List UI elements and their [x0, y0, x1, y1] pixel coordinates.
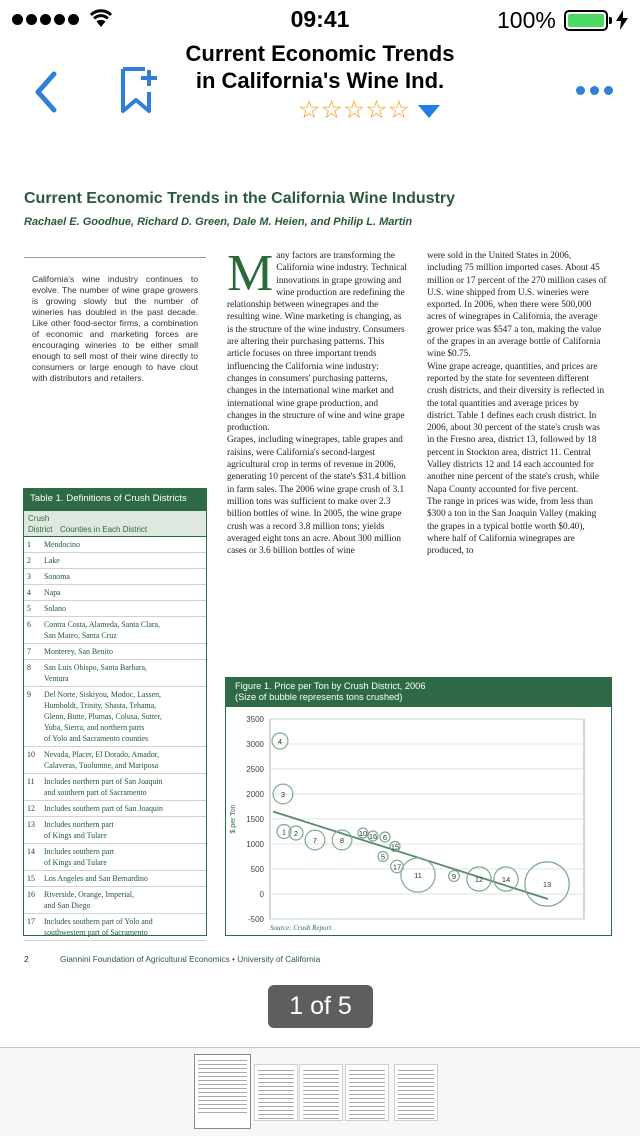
bubble-label: 12 — [474, 875, 484, 884]
table-row — [24, 871, 206, 887]
thumbnail-line — [303, 1086, 339, 1087]
y-tick-label: 0 — [259, 890, 264, 899]
thumbnail-line — [349, 1090, 385, 1091]
thumbnail-line — [258, 1106, 294, 1107]
y-tick-label: 3000 — [246, 740, 264, 749]
thumbnail-line — [258, 1074, 294, 1075]
thumbnail-line — [303, 1074, 339, 1075]
body-text-1: any factors are transforming the California wine industry. Technical innovations in grape growing and wine production are redefining the relationship between winegrapes and the resulting wine. Wine marketing is changing, as is the structure of the wine industry. Consumers are altering their purchasing patterns. This article focuses on three important trends influencing the California wine industry: changes in consumers' purchasing patterns, changes in the international wine market and international wine grape production, and changes in the structure of wine and wine grape production. Grapes, including winegrapes, table grapes and raisins, were California's second-largest agricultural crop in terms of revenue in 2006, generating 10 percent of the state's $31.4 billion in farm sales. The 2006 wine grape crush of 3.1 million tons was sufficient to make over 2.3 billion bottles of wine. In 2005, the wine grape crush was a record 3.8 million tons; yields averaged eight tons an acre. About 300 million cases or 3.6 billion bottles of wine — [227, 251, 408, 557]
district-counties: Solano — [44, 604, 66, 613]
thumbnail-line — [198, 1096, 247, 1097]
y-axis-label: $ per Ton — [230, 804, 237, 834]
bubble-label: 3 — [280, 790, 286, 799]
district-counties: Napa — [44, 588, 61, 597]
bubble-chart — [226, 707, 611, 935]
thumbnail-line — [258, 1098, 294, 1099]
col-counties-header: Counties in Each District — [60, 525, 148, 534]
thumbnail-line — [258, 1118, 294, 1119]
document-page[interactable] — [0, 170, 640, 970]
district-counties: Includes northern part of Kings and Tulare — [44, 820, 114, 840]
district-counties: Mendocino — [44, 540, 80, 549]
thumbnail-line — [198, 1084, 247, 1085]
district-number: 1 — [27, 540, 31, 549]
table-row — [24, 747, 206, 774]
district-number: 2 — [27, 556, 31, 565]
district-counties: San Luis Obispo, Santa Barbara, Ventura — [44, 663, 147, 683]
bookmark-add-icon — [118, 66, 162, 116]
thumbnail-line — [258, 1102, 294, 1103]
thumbnail-line — [258, 1086, 294, 1087]
page-thumbnail[interactable] — [345, 1064, 389, 1121]
thumbnail-line — [198, 1104, 247, 1105]
thumbnail-line — [198, 1092, 247, 1093]
bubble-label: 14 — [501, 875, 511, 884]
thumbnail-line — [398, 1070, 434, 1071]
table-body — [24, 537, 206, 941]
district-number: 8 — [27, 663, 31, 672]
thumbnail-line — [349, 1086, 385, 1087]
navigation-bar — [0, 40, 640, 130]
thumbnail-line — [398, 1102, 434, 1103]
thumbnail-line — [398, 1098, 434, 1099]
page-thumbnail[interactable] — [299, 1064, 343, 1121]
table-row — [24, 537, 206, 553]
table-row — [24, 687, 206, 747]
district-number: 16 — [27, 890, 35, 899]
table-row — [24, 817, 206, 844]
thumbnail-line — [398, 1078, 434, 1079]
district-counties: Del Norte, Siskiyou, Modoc, Lassen, Humboldt, Trinity, Shasta, Tehama, Glenn, Butte, Plumas, Colusa, Sutter, Yuba, Sierra, and northern parts of Yolo and Sacramento counties — [44, 690, 162, 743]
page-thumbnail[interactable] — [194, 1054, 251, 1129]
district-number: 12 — [27, 804, 35, 813]
thumbnail-line — [398, 1114, 434, 1115]
thumbnail-line — [198, 1076, 247, 1077]
thumbnail-line — [398, 1110, 434, 1111]
thumbnail-line — [258, 1078, 294, 1079]
thumbnail-line — [303, 1070, 339, 1071]
body-column-2: were sold in the United States in 2006, including 75 million imported cases. About 45 million or 17 percent of the 270 million cases of U.S. wine shipped from U.S. wineries were exported. In 2006, when there were 500,000 acres of winegrapes in California, the average grower price was $547 a ton, making the value of the grapes in an average bottle of California wine $0.75. Wine grape acreage, quantities, and prices are reported by the state for seventeen different crush districts, and their diversity is reflected in the total quantities and average prices by district. Table 1 defines each crush district. In 2006, about 30 percent of the state's crush was in the Fresno area, district 13, followed by 18 percent in Stockton area, district 11. Central Valley districts 12 and 14 each accounted for another nine percent of the state's crush, while Napa County accounted for five percent. The range in prices was wide, from less than $300 a ton in the San Joaquin Valley (making the grapes in a typical bottle worth $0.40), where half of California winegrapes are produced, to — [427, 251, 607, 557]
bubble-label: 13 — [542, 880, 552, 889]
table-header — [24, 511, 206, 537]
district-counties: Includes southern part of San Joaquin — [44, 804, 163, 813]
district-number: 17 — [27, 917, 35, 926]
y-tick-label: 500 — [250, 865, 264, 874]
district-counties: Monterey, San Benito — [44, 647, 113, 656]
thumbnail-line — [258, 1090, 294, 1091]
district-number: 7 — [27, 647, 31, 656]
thumbnail-line — [349, 1106, 385, 1107]
drop-cap: M — [227, 245, 274, 302]
thumbnail-line — [303, 1098, 339, 1099]
bubble-label: 10 — [358, 829, 368, 838]
chevron-left-icon — [28, 70, 68, 114]
thumbnail-line — [398, 1090, 434, 1091]
bubble-label: 8 — [339, 836, 345, 845]
thumbnail-line — [258, 1070, 294, 1071]
thumbnail-line — [303, 1082, 339, 1083]
thumbnail-line — [303, 1102, 339, 1103]
figure-1 — [225, 677, 612, 936]
thumbnail-line — [349, 1098, 385, 1099]
thumbnail-line — [349, 1070, 385, 1071]
bubble-label: 1 — [281, 827, 287, 837]
district-counties: Los Angeles and San Bernardino — [44, 874, 148, 883]
thumbnail-line — [198, 1080, 247, 1081]
article-title: Current Economic Trends in the California Wine Industry — [24, 190, 456, 207]
thumbnail-line — [198, 1100, 247, 1101]
district-counties: Lake — [44, 556, 60, 565]
table-row — [24, 601, 206, 617]
rating-selector[interactable] — [298, 95, 440, 124]
thumbnail-line — [303, 1118, 339, 1119]
bubble-label: 6 — [382, 833, 388, 842]
thumbnail-line — [198, 1088, 247, 1089]
district-counties: Includes northern part of San Joaquin and southern part of Sacramento — [44, 777, 163, 797]
thumbnail-line — [303, 1106, 339, 1107]
y-tick-label: 1500 — [246, 815, 264, 824]
table-row — [24, 660, 206, 687]
district-counties: Sonoma — [44, 572, 70, 581]
y-tick-label: 2000 — [246, 790, 264, 799]
district-counties: Contra Costa, Alameda, Santa Clara, San Mateo, Santa Cruz — [44, 620, 160, 640]
thumbnail-line — [349, 1118, 385, 1119]
thumbnail-line — [398, 1086, 434, 1087]
chart-source: Source: Crush Report — [270, 924, 332, 932]
district-counties: Nevada, Placer, El Dorado, Amador, Calaveras, Tuolumne, and Mariposa — [44, 750, 160, 770]
dropdown-arrow-icon[interactable] — [418, 105, 440, 118]
thumbnail-line — [198, 1108, 247, 1109]
bubble-label: 17 — [392, 862, 402, 872]
thumbnail-line — [258, 1082, 294, 1083]
bubble-label: 15 — [390, 842, 400, 852]
back-button[interactable] — [28, 70, 68, 114]
table-row — [24, 887, 206, 914]
district-number: 10 — [27, 750, 35, 759]
thumbnail-line — [349, 1082, 385, 1083]
page-thumbnail[interactable] — [394, 1064, 438, 1121]
page-thumbnail[interactable] — [254, 1064, 298, 1121]
table-row — [24, 585, 206, 601]
district-number: 15 — [27, 874, 35, 883]
table-row — [24, 801, 206, 817]
thumbnail-line — [198, 1060, 247, 1061]
bubble-label: 16 — [368, 832, 378, 841]
thumbnail-line — [303, 1078, 339, 1079]
thumbnail-line — [349, 1110, 385, 1111]
table-row — [24, 644, 206, 660]
rating-stars[interactable]: ☆☆☆☆☆ — [298, 95, 411, 124]
bubble-label: 9 — [451, 872, 457, 881]
table-row — [24, 914, 206, 941]
thumbnail-line — [198, 1072, 247, 1073]
thumbnail-line — [349, 1074, 385, 1075]
district-number: 13 — [27, 820, 35, 829]
table-row — [24, 774, 206, 801]
page-footer: Giannini Foundation of Agricultural Economics • University of California — [60, 954, 321, 964]
table-title: Table 1. Definitions of Crush Districts — [24, 489, 206, 511]
thumbnail-line — [398, 1094, 434, 1095]
divider — [24, 257, 206, 258]
article-abstract: California's wine industry continues to evolve. The number of wine grape growers is growing slowly but the number of wineries has doubled in the past decade. Like other food-sector firms, a combination of economic and marketing forces are encouraging wineries to be either small enough to sell most of their wine directly to consumers or large enough to have clout with distributors and retailers. — [32, 274, 198, 383]
thumbnail-line — [198, 1112, 247, 1113]
district-number: 14 — [27, 847, 35, 856]
col-district-header: Crush District — [28, 514, 53, 534]
table-row — [24, 553, 206, 569]
thumbnail-line — [303, 1094, 339, 1095]
district-number: 3 — [27, 572, 31, 581]
thumbnail-line — [398, 1082, 434, 1083]
y-tick-label: 1000 — [246, 840, 264, 849]
figure-title: Figure 1. Price per Ton by Crush District, 2006 (Size of bubble represents tons crushed) — [226, 678, 611, 707]
thumbnail-line — [258, 1094, 294, 1095]
district-counties: Includes southern part of Kings and Tulare — [44, 847, 115, 867]
district-counties: Includes southern part of Yolo and southwestern part of Sacramento — [44, 917, 153, 937]
page-indicator: 1 of 5 — [268, 985, 373, 1028]
page-number: 2 — [24, 954, 29, 964]
bubble-label: 7 — [312, 836, 318, 845]
thumbnail-line — [398, 1118, 434, 1119]
thumbnail-line — [349, 1102, 385, 1103]
crush-districts-table — [23, 488, 207, 936]
bubble-label: 4 — [277, 737, 283, 746]
document-title: Current Economic Trends in California's Wine Ind. — [185, 41, 455, 93]
add-bookmark-button[interactable] — [118, 66, 162, 116]
thumbnail-line — [303, 1110, 339, 1111]
thumbnail-line — [349, 1114, 385, 1115]
table-row — [24, 569, 206, 585]
bubble-label: 2 — [293, 829, 299, 838]
thumbnail-line — [303, 1090, 339, 1091]
district-number: 9 — [27, 690, 31, 699]
y-tick-label: 3500 — [246, 715, 264, 724]
bubble-label: 11 — [414, 871, 422, 880]
table-row — [24, 617, 206, 644]
y-tick-label: 2500 — [246, 765, 264, 774]
district-number: 5 — [27, 604, 31, 613]
more-options-button[interactable] — [576, 86, 613, 95]
battery-icon — [564, 10, 608, 31]
district-number: 6 — [27, 620, 31, 629]
thumbnail-strip[interactable] — [0, 1047, 640, 1136]
thumbnail-line — [303, 1114, 339, 1115]
table-row — [24, 844, 206, 871]
thumbnail-line — [198, 1068, 247, 1069]
thumbnail-line — [349, 1078, 385, 1079]
thumbnail-line — [258, 1110, 294, 1111]
article-authors: Rachael E. Goodhue, Richard D. Green, Dale M. Heien, and Philip L. Martin — [24, 216, 413, 228]
thumbnail-line — [398, 1074, 434, 1075]
district-counties: Riverside, Orange, Imperial, and San Diego — [44, 890, 135, 910]
body-column-1 — [227, 245, 409, 557]
battery-percent: 100% — [497, 7, 556, 33]
status-bar — [0, 0, 640, 40]
y-tick-label: -500 — [247, 915, 264, 924]
district-number: 11 — [27, 777, 35, 786]
status-time: 09:41 — [290, 6, 350, 32]
thumbnail-line — [258, 1114, 294, 1115]
thumbnail-line — [398, 1106, 434, 1107]
thumbnail-line — [349, 1094, 385, 1095]
thumbnail-line — [198, 1064, 247, 1065]
bubble-label: 5 — [380, 852, 386, 862]
charging-icon — [616, 10, 628, 35]
district-number: 4 — [27, 588, 31, 597]
